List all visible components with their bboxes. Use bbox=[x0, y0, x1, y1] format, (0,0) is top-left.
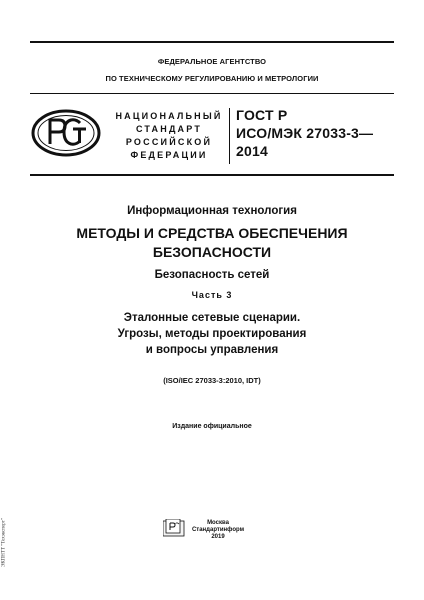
part-title-line-1: Эталонные сетевые сценарии. bbox=[123, 312, 301, 324]
part-number: Часть 3 bbox=[191, 290, 233, 300]
main-title-line-2: БЕЗОПАСНОСТИ bbox=[152, 244, 272, 260]
gost-designation-line-2: ИСО/МЭК 27033-3— bbox=[236, 125, 374, 141]
edition-label: Издание официальное bbox=[172, 423, 252, 430]
side-note: ЭКПНТТ "Техэксперт" bbox=[1, 518, 7, 567]
gost-designation-line-3: 2014 bbox=[236, 143, 268, 159]
publisher-name: Стандартинформ bbox=[191, 527, 245, 533]
part-title-line-2: Угрозы, методы проектирования bbox=[117, 328, 307, 340]
rst-logo-icon bbox=[30, 108, 102, 158]
standard-rule bbox=[30, 174, 394, 176]
part-title-line-3: и вопросы управления bbox=[145, 344, 279, 356]
top-rule bbox=[30, 41, 394, 43]
standard-word-3: РОССИЙСКОЙ bbox=[125, 137, 213, 147]
sub-title: Безопасность сетей bbox=[154, 269, 270, 281]
standard-divider bbox=[229, 108, 230, 164]
publisher-year: 2019 bbox=[211, 534, 225, 540]
agency-line-2: ПО ТЕХНИЧЕСКОМУ РЕГУЛИРОВАНИЮ И МЕТРОЛОГИИ bbox=[105, 74, 319, 83]
standard-word-4: ФЕДЕРАЦИИ bbox=[130, 150, 208, 160]
identity-note: (ISO/IEC 27033-3:2010, IDT) bbox=[163, 376, 261, 385]
publisher-city: Москва bbox=[207, 520, 229, 526]
main-title-line-1: МЕТОДЫ И СРЕДСТВА ОБЕСПЕЧЕНИЯ bbox=[76, 225, 348, 241]
standard-word-2: СТАНДАРТ bbox=[135, 124, 203, 134]
general-title: Информационная технология bbox=[127, 205, 297, 217]
gost-designation-line-1: ГОСТ Р bbox=[236, 107, 288, 123]
standard-word-1: НАЦИОНАЛЬНЫЙ bbox=[115, 111, 223, 121]
header-rule bbox=[30, 93, 394, 94]
agency-line-1: ФЕДЕРАЛЬНОЕ АГЕНТСТВО bbox=[157, 57, 267, 66]
